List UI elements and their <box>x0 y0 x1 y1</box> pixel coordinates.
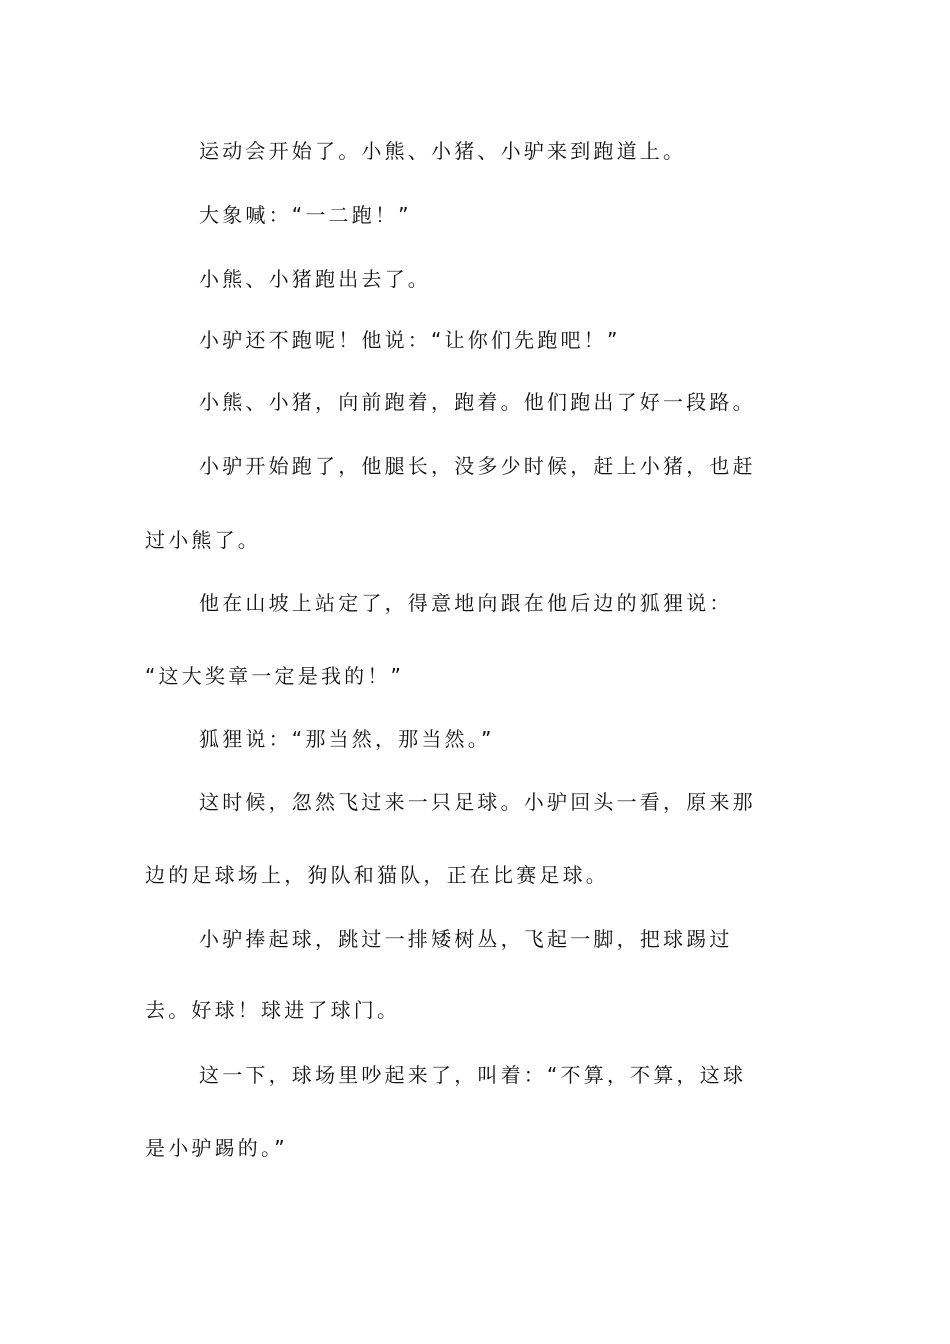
text-line: 小驴开始跑了，他腿长，没多少时候，赶上小猪，也赶 <box>199 454 756 478</box>
text-line: 他在山坡上站定了，得意地向跟在他后边的狐狸说： <box>199 591 733 615</box>
text-line: “这大奖章一定是我的！” <box>145 664 405 688</box>
text-line: 这一下，球场里吵起来了，叫着：“不算，不算，这球 <box>199 1063 747 1087</box>
text-line: 过小熊了。 <box>145 528 261 552</box>
text-line: 是小驴踢的。” <box>145 1136 288 1160</box>
text-line: 这时候，忽然飞过来一只足球。小驴回头一看，原来那 <box>199 790 756 814</box>
text-line: 小熊、小猪，向前跑着，跑着。他们跑出了好一段路。 <box>199 390 756 414</box>
text-line: 小驴捧起球，跳过一排矮树丛，飞起一脚，把球踢过 <box>199 927 733 951</box>
text-line: 狐狸说：“那当然，那当然。” <box>199 727 495 751</box>
text-line: 大象喊：“一二跑！” <box>199 203 412 227</box>
text-line: 边的足球场上，狗队和猫队，正在比赛足球。 <box>145 863 609 887</box>
text-line: 运动会开始了。小熊、小猪、小驴来到跑道上。 <box>199 139 687 163</box>
text-line: 小驴还不跑呢！他说：“让你们先跑吧！” <box>199 328 621 352</box>
text-line: 去。好球！球进了球门。 <box>145 998 401 1022</box>
text-line: 小熊、小猪跑出去了。 <box>199 267 431 291</box>
